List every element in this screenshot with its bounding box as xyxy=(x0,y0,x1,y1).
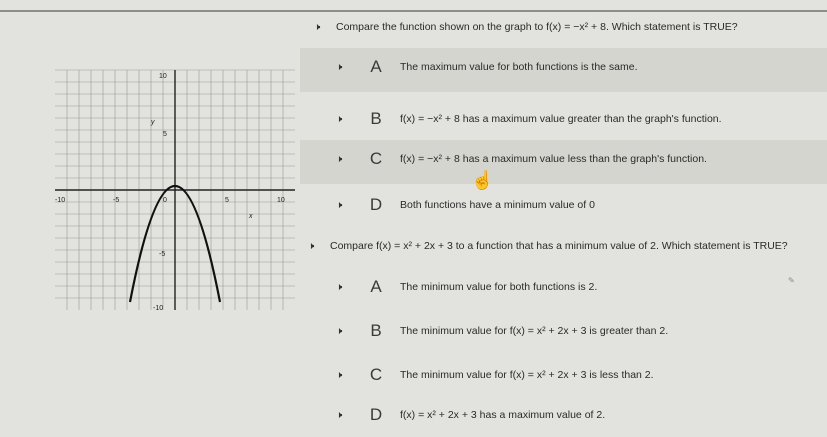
question-1-text: Compare the function shown on the graph to f(x) = −x² + 8. Which statement is TRUE? xyxy=(336,21,738,33)
x-tick-0: 0 xyxy=(163,197,167,204)
speaker-icon[interactable]: 🕨 xyxy=(336,410,343,421)
option-letter: C xyxy=(369,365,383,384)
x-axis-label: x xyxy=(249,213,253,220)
q1-option-c[interactable] xyxy=(300,140,827,184)
option-letter: A xyxy=(370,277,382,296)
q2-option-a[interactable] xyxy=(300,268,827,312)
x-tick-5: 5 xyxy=(225,197,229,204)
x-tick-neg10: -10 xyxy=(55,197,66,204)
option-letter: B xyxy=(370,109,382,128)
x-tick-neg5: -5 xyxy=(113,197,120,204)
q1-option-a[interactable] xyxy=(300,48,827,92)
y-tick-neg5: -5 xyxy=(159,251,166,258)
q2-option-c[interactable] xyxy=(300,356,827,400)
speaker-icon[interactable]: 🕨 xyxy=(336,200,343,211)
y-axis-label: y xyxy=(151,119,155,126)
y-tick-5: 5 xyxy=(163,131,167,138)
speaker-icon[interactable]: 🕨 xyxy=(336,282,343,293)
pencil-mark-icon: ✎ xyxy=(788,276,795,285)
q1-option-b[interactable] xyxy=(300,100,827,144)
option-text: The minimum value for both functions is 2. xyxy=(400,281,598,293)
parabola-graph xyxy=(55,60,295,310)
speaker-icon[interactable]: 🕨 xyxy=(336,154,343,165)
speaker-icon[interactable]: 🕨 xyxy=(336,370,343,381)
top-divider xyxy=(0,10,827,12)
question-1-prompt xyxy=(314,21,738,33)
q2-option-d[interactable] xyxy=(300,396,827,437)
option-text: f(x) = −x² + 8 has a maximum value greater than the graph's function. xyxy=(400,113,722,125)
speaker-icon[interactable]: 🕨 xyxy=(336,62,343,73)
option-text: The minimum value for f(x) = x² + 2x + 3 is less than 2. xyxy=(400,369,654,381)
option-text: Both functions have a minimum value of 0 xyxy=(400,199,595,211)
speaker-icon[interactable]: 🕨 xyxy=(308,240,315,252)
question-2-text: Compare f(x) = x² + 2x + 3 to a function that has a minimum value of 2. Which statement is TRUE? xyxy=(330,240,788,252)
option-letter: C xyxy=(369,149,383,168)
option-text: The minimum value for f(x) = x² + 2x + 3 is greater than 2. xyxy=(400,325,669,337)
x-tick-10: 10 xyxy=(277,197,285,204)
option-letter: D xyxy=(369,195,383,214)
question-2-prompt xyxy=(308,240,788,252)
option-letter: A xyxy=(370,57,382,76)
y-tick-10: 10 xyxy=(159,73,167,80)
option-letter: B xyxy=(370,321,382,340)
speaker-icon[interactable]: 🕨 xyxy=(314,21,321,33)
speaker-icon[interactable]: 🕨 xyxy=(336,326,343,337)
q2-option-b[interactable] xyxy=(300,312,827,356)
option-text: f(x) = −x² + 8 has a maximum value less than the graph's function. xyxy=(400,153,707,165)
speaker-icon[interactable]: 🕨 xyxy=(336,114,343,125)
option-letter: D xyxy=(369,405,383,424)
option-text: f(x) = x² + 2x + 3 has a maximum value of 2. xyxy=(400,409,606,421)
hand-cursor-icon: ☝ xyxy=(471,170,494,190)
q1-option-d[interactable] xyxy=(300,186,827,230)
option-text: The maximum value for both functions is the same. xyxy=(400,61,638,73)
y-tick-neg10: -10 xyxy=(153,305,164,310)
